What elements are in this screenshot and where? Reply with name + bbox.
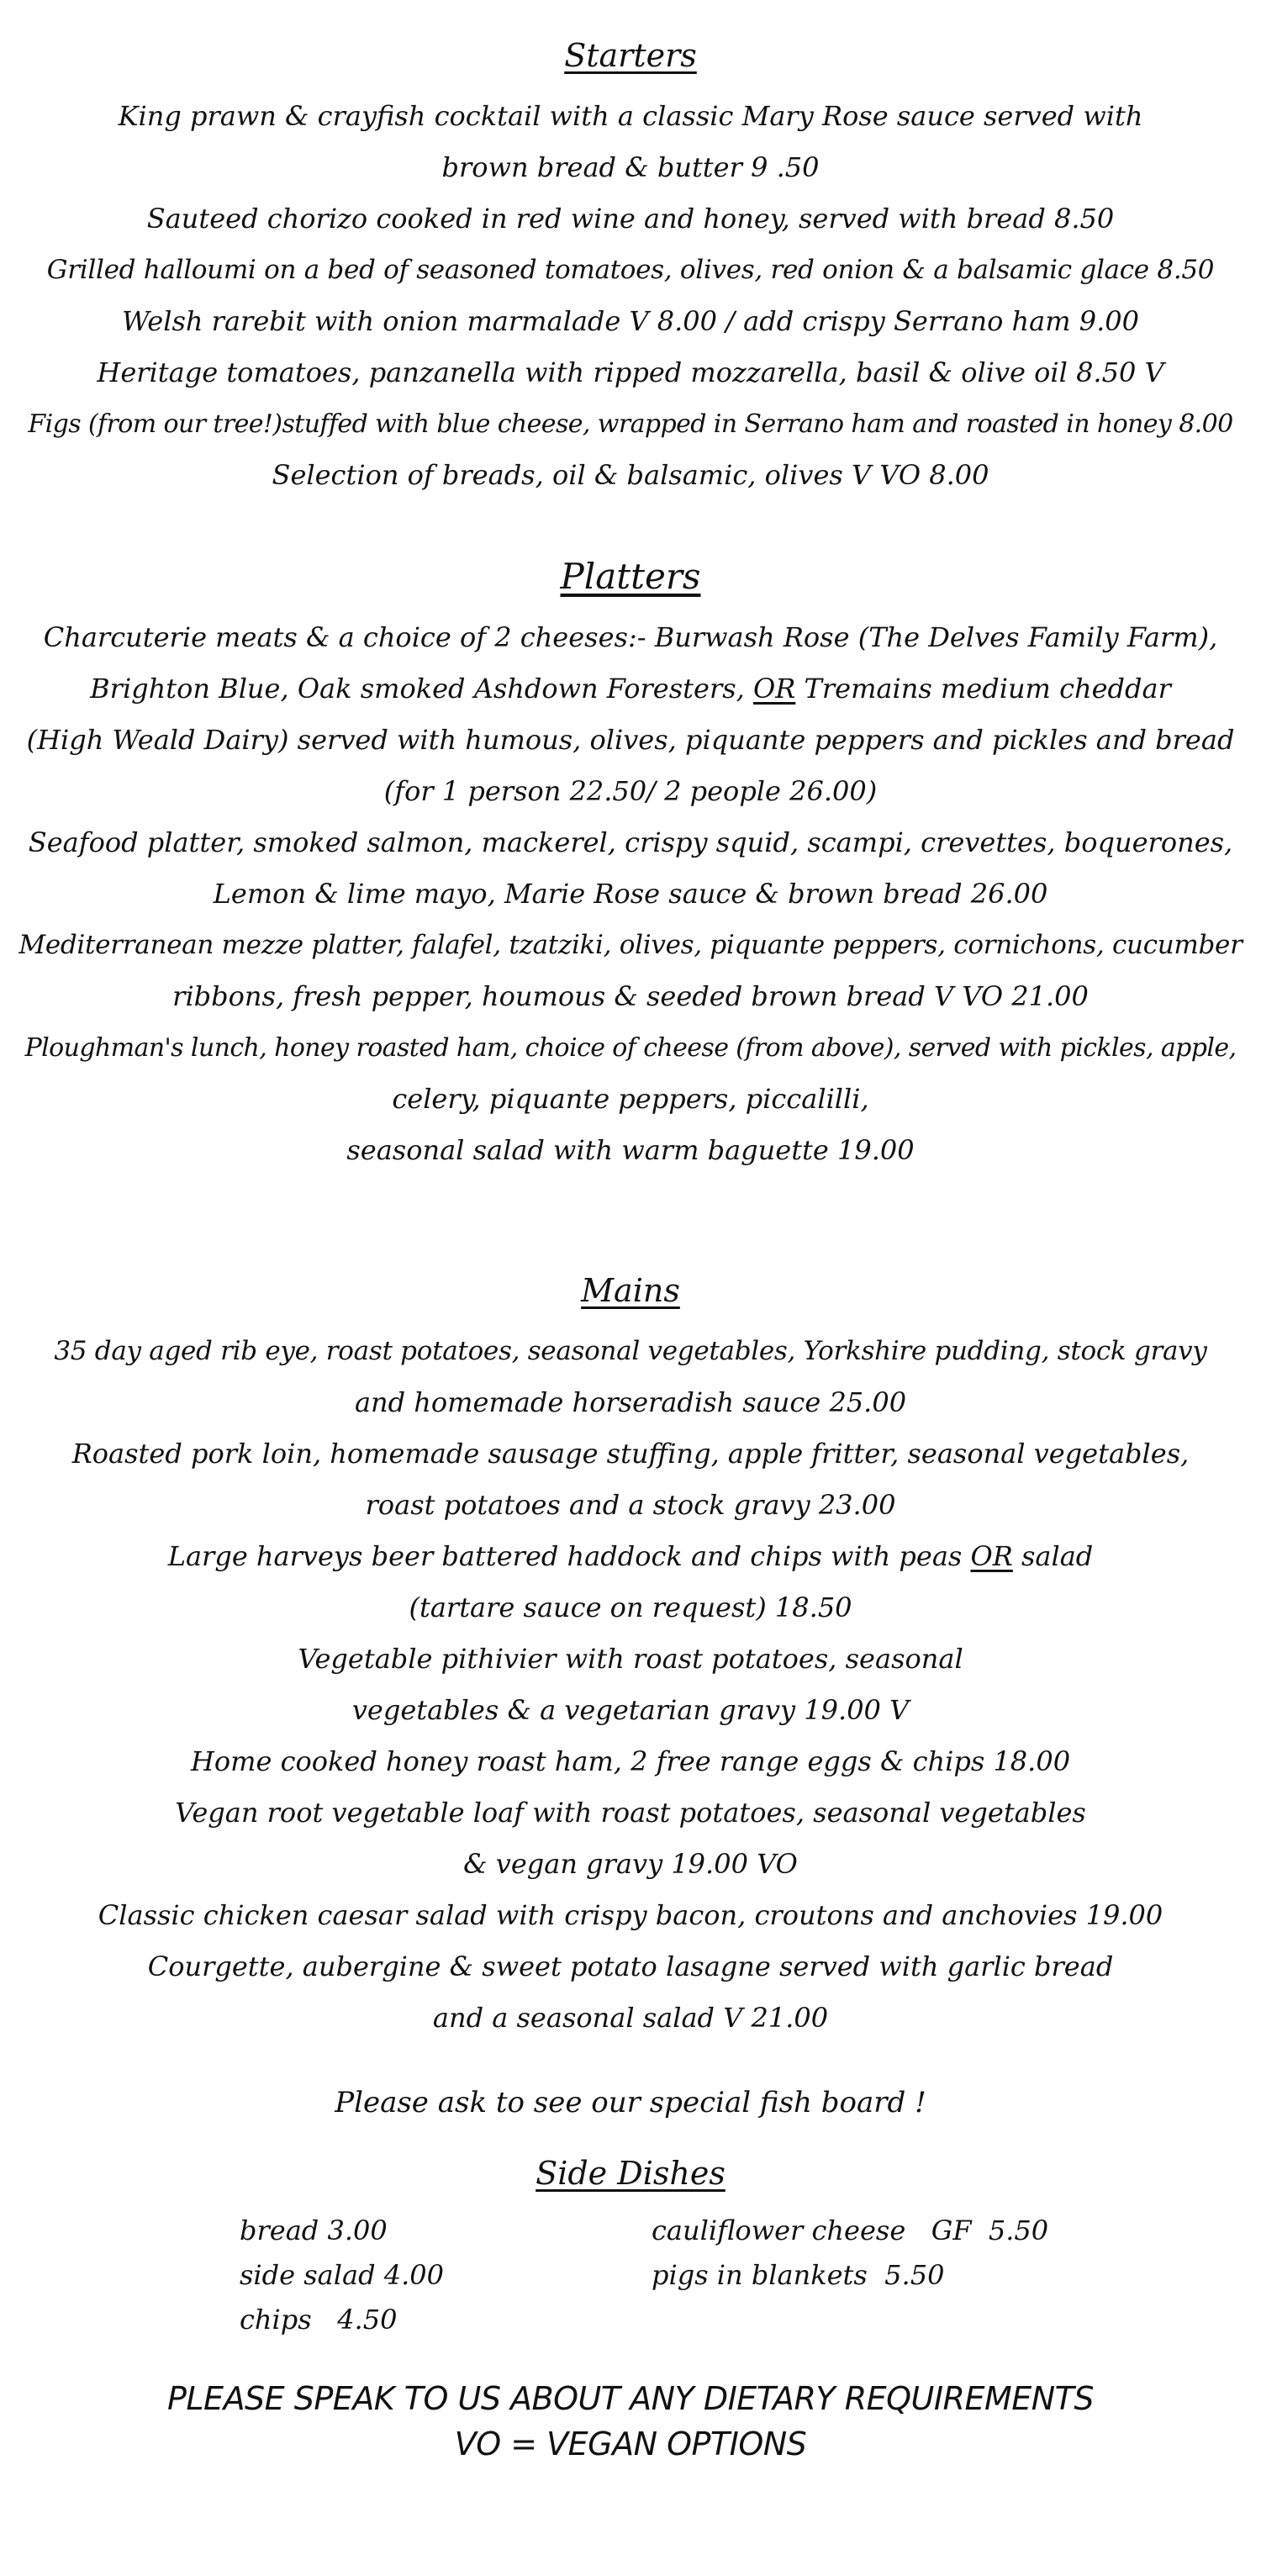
starters-section <box>0 34 1261 501</box>
main-line: roast potatoes and a stock gravy 23.00 <box>365 1489 896 1521</box>
dietary-notice: PLEASE SPEAK TO US ABOUT ANY DIETARY REQUIREMENTS <box>166 2380 1095 2417</box>
platter-line: seasonal salad with warm baguette 19.00 <box>346 1134 915 1166</box>
mains-heading: Mains <box>581 1272 680 1309</box>
mains-section <box>0 1269 1261 2044</box>
side-dish-item: cauliflower cheese GF 5.50 <box>652 2214 1049 2246</box>
platter-line: Charcuterie meats & a choice of 2 cheeses:- Burwash Rose (The Delves Family Farm), <box>43 621 1218 653</box>
platter-line: (High Weald Dairy) served with humous, olives, piquante peppers and pickles and bread <box>26 724 1235 756</box>
main-line-part: salad <box>1012 1540 1094 1572</box>
platter-line-part: Brighton Blue, Oak smoked Ashdown Foresters, <box>90 673 753 705</box>
dietary-footer <box>0 2376 1261 2467</box>
side-dish-item: bread 3.00 <box>240 2214 388 2246</box>
main-line: Roasted pork loin, homemade sausage stuffing, apple fritter, seasonal vegetables, <box>71 1438 1190 1470</box>
platter-line-part: Tremains medium cheddar <box>795 673 1171 705</box>
platter-line: Lemon & lime mayo, Marie Rose sauce & brown bread 26.00 <box>213 878 1048 910</box>
platter-line: (for 1 person 22.50/ 2 people 26.00) <box>383 775 878 807</box>
main-line: Courgette, aubergine & sweet potato lasagne served with garlic bread <box>147 1950 1114 1982</box>
platter-line: Mediterranean mezze platter, falafel, tzatziki, olives, piquante peppers, cornichons, cucumber <box>18 930 1243 960</box>
platter-line: Seafood platter, smoked salmon, mackerel, crispy squid, scampi, crevettes, boquerones, <box>28 826 1233 858</box>
main-line-part: Large harveys beer battered haddock and chips with peas <box>167 1540 971 1572</box>
platter-line: celery, piquante peppers, piccalilli, <box>392 1083 869 1115</box>
sides-heading: Side Dishes <box>536 2155 725 2192</box>
or-underlined: OR <box>753 673 796 705</box>
starters-heading: Starters <box>564 37 697 74</box>
main-line: and homemade horseradish sauce 25.00 <box>354 1386 907 1418</box>
sides-grid <box>34 2209 1261 2342</box>
main-line: (tartare sauce on request) 18.50 <box>409 1592 852 1623</box>
starter-line: Grilled halloumi on a bed of seasoned tomatoes, olives, red onion & a balsamic glace 8.50 <box>46 255 1215 285</box>
vegan-options-key: VO = VEGAN OPTIONS <box>454 2426 807 2463</box>
side-dish-item: chips 4.50 <box>240 2304 398 2336</box>
main-line: Vegetable pithivier with roast potatoes, seasonal <box>298 1643 963 1675</box>
main-line: Home cooked honey roast ham, 2 free range eggs & chips 18.00 <box>190 1745 1071 1777</box>
starter-line: King prawn & crayfish cocktail with a classic Mary Rose sauce served with <box>118 100 1143 132</box>
main-line: 35 day aged rib eye, roast potatoes, seasonal vegetables, Yorkshire pudding, stock gravy <box>54 1336 1207 1366</box>
starter-line: Sauteed chorizo cooked in red wine and honey, served with bread 8.50 <box>146 203 1115 235</box>
platter-line: Ploughman's lunch, honey roasted ham, choice of cheese (from above), served with pickles, apple, <box>24 1033 1237 1063</box>
main-line <box>0 1531 1261 1582</box>
special-fish-board-note: Please ask to see our special fish board ! <box>335 2086 926 2119</box>
sides-left-column <box>240 2209 643 2342</box>
main-line: Vegan root vegetable loaf with roast potatoes, seasonal vegetables <box>175 1797 1086 1829</box>
starter-line: brown bread & butter 9 .50 <box>441 151 820 183</box>
starter-line: Figs (from our tree!)stuffed with blue cheese, wrapped in Serrano ham and roasted in honey 8.00 <box>28 409 1233 439</box>
platters-section <box>0 555 1261 1176</box>
main-line: and a seasonal salad V 21.00 <box>432 2002 829 2034</box>
platter-line <box>0 663 1261 715</box>
side-dish-item: side salad 4.00 <box>240 2259 444 2291</box>
starter-line: Heritage tomatoes, panzanella with ripped mozzarella, basil & olive oil 8.50 V <box>97 356 1164 388</box>
main-line: vegetables & a vegetarian gravy 19.00 V <box>351 1694 910 1726</box>
starter-line: Selection of breads, oil & balsamic, olives V VO 8.00 <box>272 459 989 491</box>
main-line: & vegan gravy 19.00 VO <box>463 1848 798 1880</box>
sides-section <box>0 2151 1261 2342</box>
main-line: Classic chicken caesar salad with crispy bacon, croutons and anchovies 19.00 <box>98 1899 1163 1931</box>
platter-line: ribbons, fresh pepper, houmous & seeded brown bread V VO 21.00 <box>172 980 1089 1012</box>
or-underlined: OR <box>970 1540 1013 1572</box>
starter-line: Welsh rarebit with onion marmalade V 8.00 / add crispy Serrano ham 9.00 <box>122 305 1139 337</box>
sides-right-column <box>652 2209 1055 2342</box>
platters-heading: Platters <box>560 556 701 597</box>
side-dish-item: pigs in blankets 5.50 <box>652 2259 945 2291</box>
